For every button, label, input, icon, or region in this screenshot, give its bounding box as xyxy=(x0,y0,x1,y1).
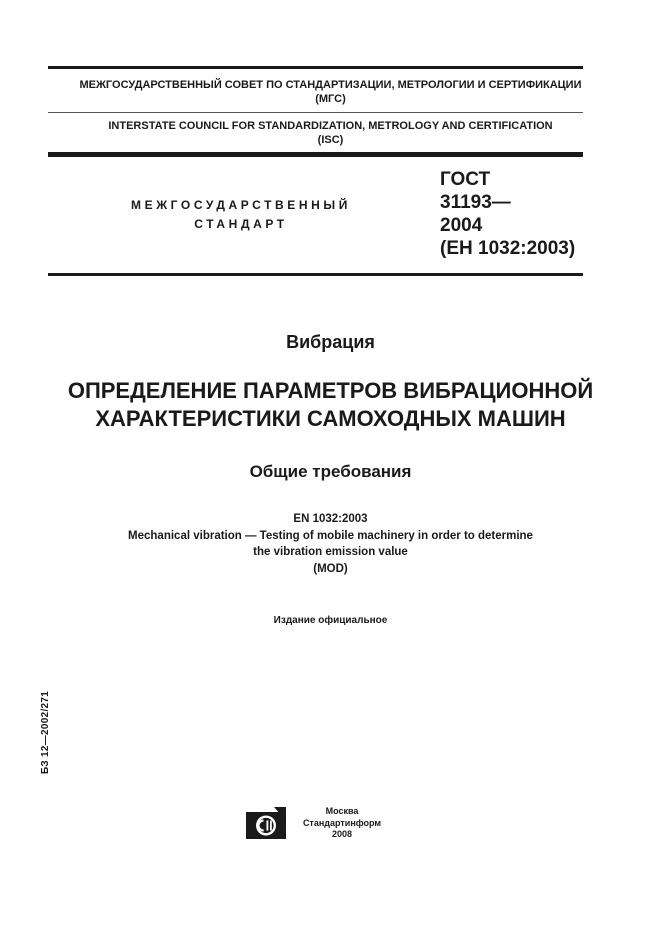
document-subtitle: Общие требования xyxy=(249,462,412,481)
standartinform-logo-graphic xyxy=(246,807,286,839)
standard-kind-line: СТАНДАРТ xyxy=(194,217,288,231)
top-rule xyxy=(48,66,583,69)
main-title-line: ХАРАКТЕРИСТИКИ САМОХОДНЫХ МАШИН xyxy=(95,406,566,431)
council-name-en xyxy=(0,119,661,147)
publisher-city: Москва xyxy=(325,806,359,816)
gost-en-equivalent: (ЕН 1032:2003) xyxy=(440,238,576,259)
header-bottom-rule xyxy=(48,152,583,157)
standard-kind-line: МЕЖГОСУДАРСТВЕННЫЙ xyxy=(131,198,351,212)
en-reference-code: EN 1032:2003 xyxy=(293,513,368,525)
publisher-year: 2008 xyxy=(331,829,353,839)
en-reference-title-line: Mechanical vibration — Testing of mobile machinery in order to determine xyxy=(128,529,533,542)
side-code: БЗ 12—2002/271 xyxy=(40,690,51,774)
council-name-ru xyxy=(0,78,661,106)
gost-number: 31193— xyxy=(440,192,511,213)
council-divider xyxy=(48,112,583,113)
document-main-title xyxy=(0,377,661,433)
en-reference-title-line: the vibration emission value xyxy=(253,546,408,558)
edition-note: Издание официальное xyxy=(273,615,388,626)
standartinform-logo-icon xyxy=(246,807,286,839)
council-abbr-ru: (МГС) xyxy=(315,93,346,105)
designation-bottom-rule xyxy=(48,273,583,276)
gost-designation xyxy=(440,168,575,260)
en-reference xyxy=(0,511,661,577)
publisher-name: Стандартинформ xyxy=(302,817,382,828)
council-abbr-en: (ISC) xyxy=(317,134,344,146)
document-topic: Вибрация xyxy=(286,332,375,352)
publisher-imprint xyxy=(296,806,388,841)
en-reference-modification: (MOD) xyxy=(313,562,348,575)
standard-kind xyxy=(110,196,372,234)
council-name-ru-line: МЕЖГОСУДАРСТВЕННЫЙ СОВЕТ ПО СТАНДАРТИЗАЦИИ, МЕТРОЛОГИИ И СЕРТИФИКАЦИИ xyxy=(79,79,582,91)
council-name-en-line: INTERSTATE COUNCIL FOR STANDARDIZATION, METROLOGY AND CERTIFICATION xyxy=(108,120,553,132)
gost-year: 2004 xyxy=(440,215,483,236)
main-title-line: ОПРЕДЕЛЕНИЕ ПАРАМЕТРОВ ВИБРАЦИОННОЙ xyxy=(67,378,594,403)
gost-label: ГОСТ xyxy=(440,169,491,190)
